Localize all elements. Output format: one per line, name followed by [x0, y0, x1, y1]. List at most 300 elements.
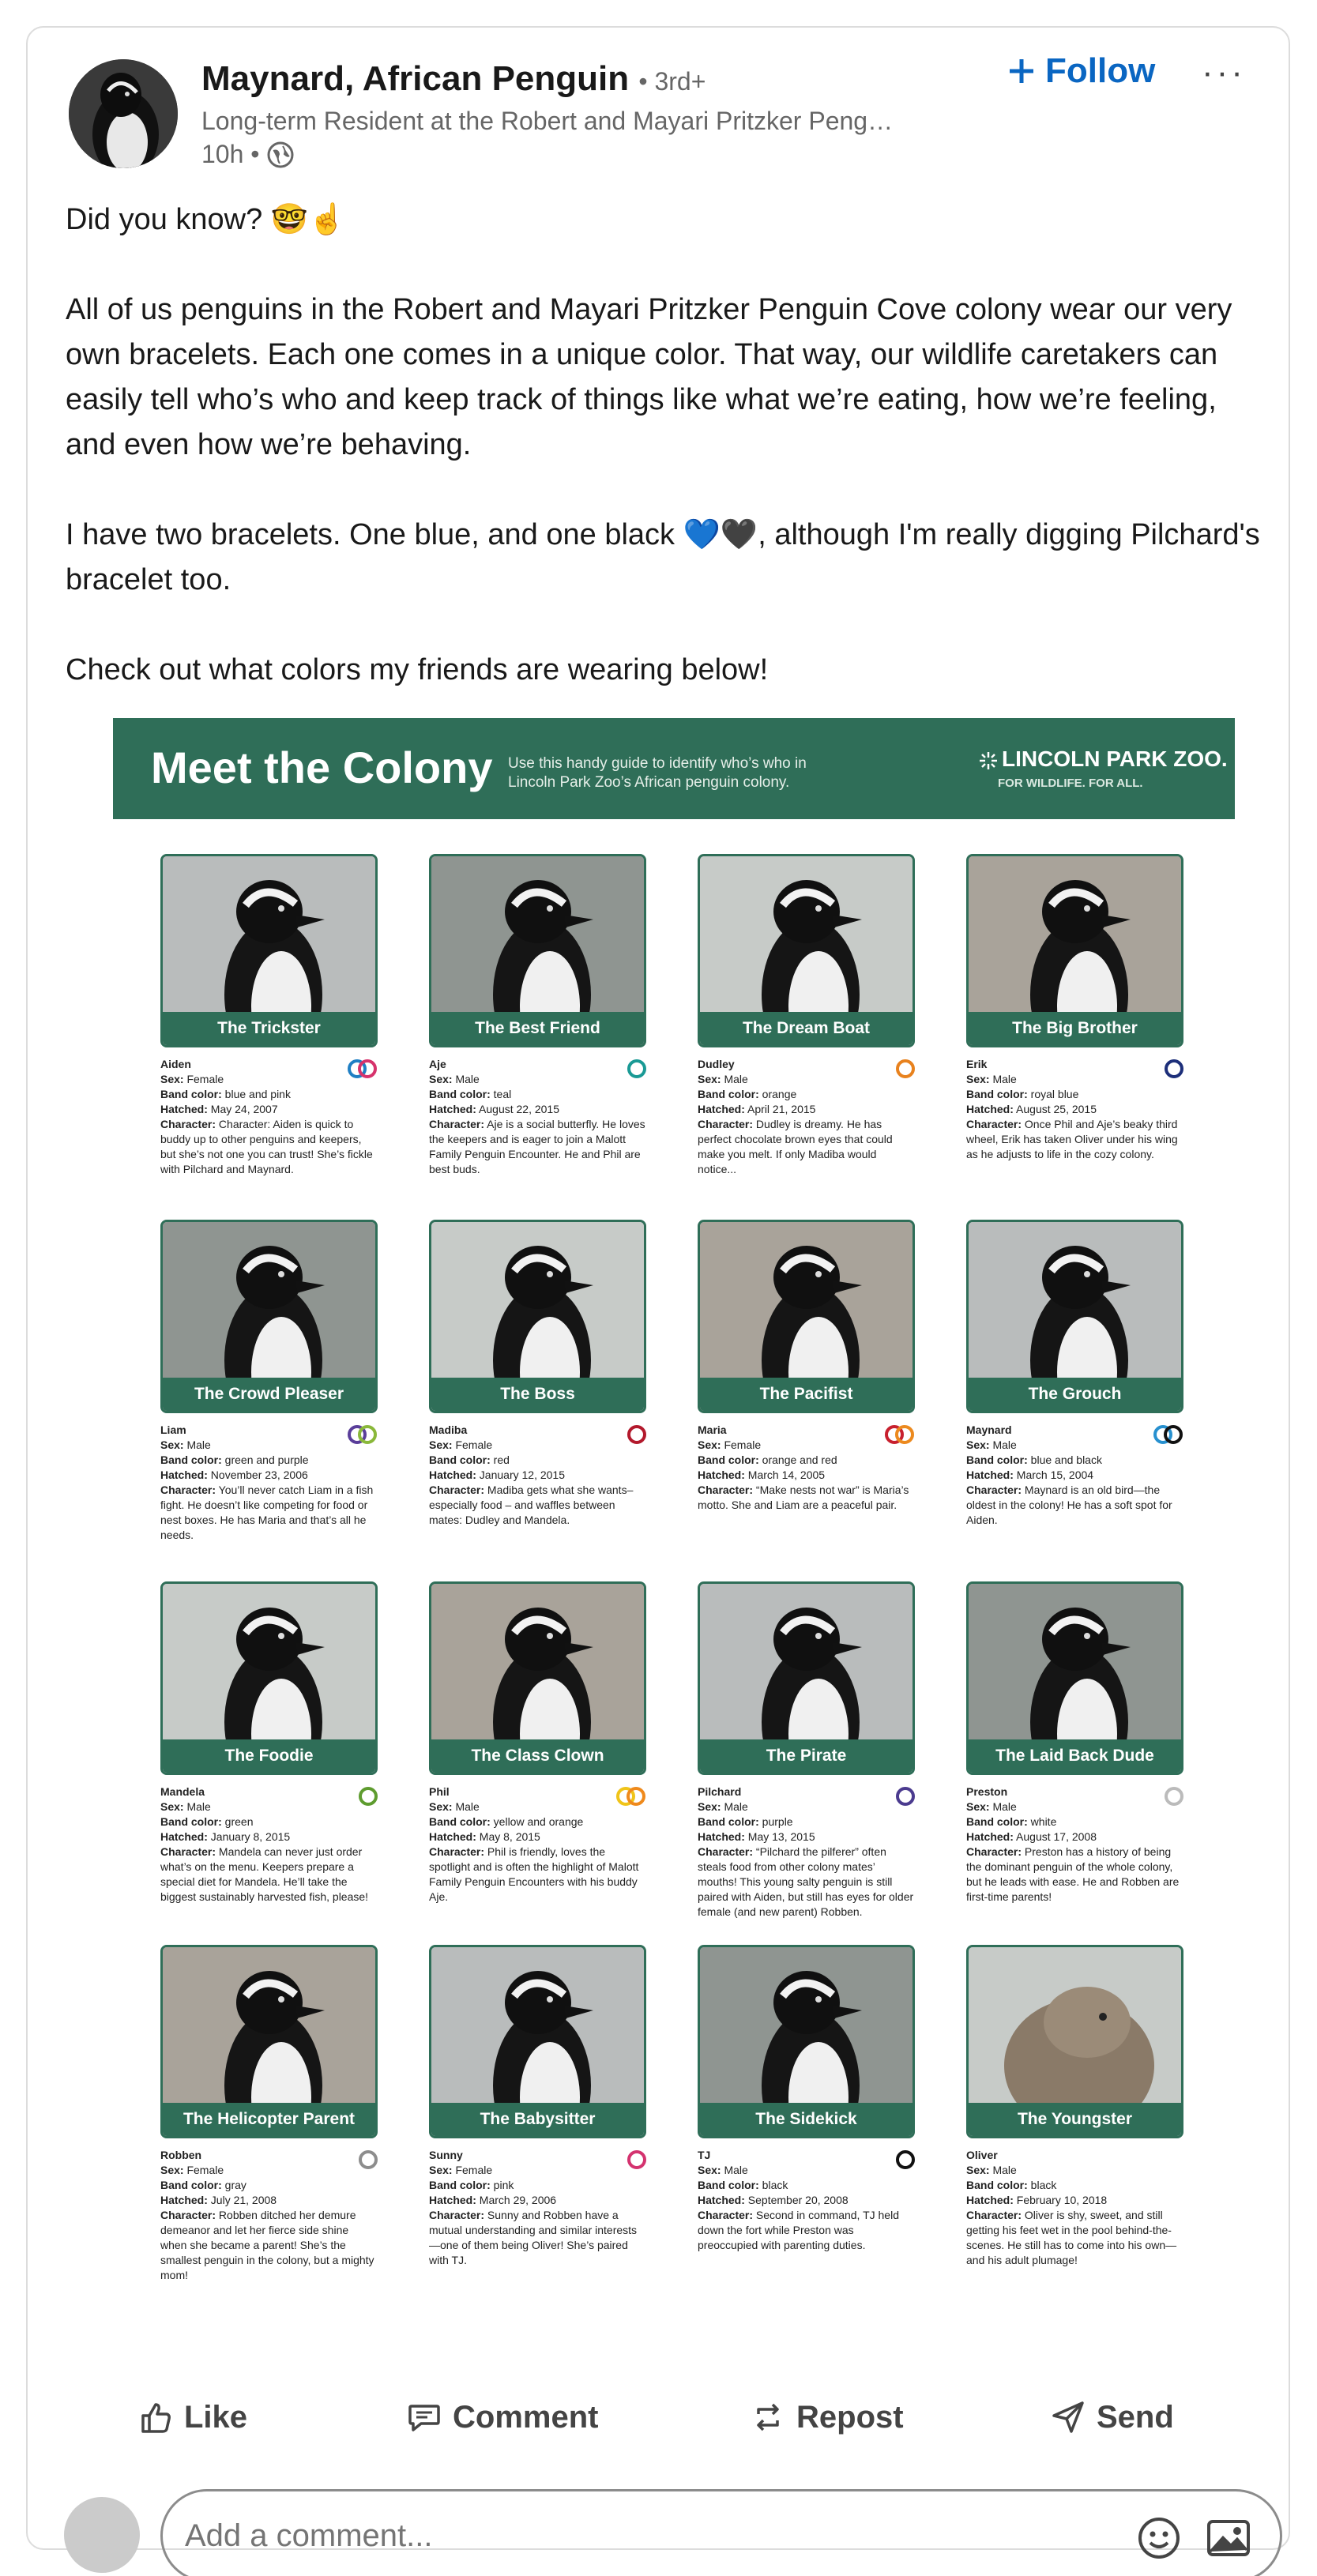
penguin-character-value: Dudley is dreamy. He has perfect chocolate brown eyes that could make you melt. If only Madiba would notice... [698, 1118, 893, 1175]
penguin-hatched-line [429, 1468, 646, 1483]
penguin-photo [698, 1581, 915, 1775]
penguin-info [966, 2148, 1183, 2268]
penguin-nickname: The Foodie [163, 1739, 375, 1773]
penguin-band-line [698, 2178, 915, 2193]
penguin-hatched-label: Hatched: [966, 1103, 1014, 1115]
penguin-band-value: green [224, 1815, 254, 1828]
penguin-hatched-line [160, 1830, 378, 1845]
comment-row [28, 2484, 1292, 2576]
penguin-hatched-line [160, 2193, 378, 2208]
comment-icon [407, 2400, 442, 2435]
repost-icon [751, 2400, 785, 2435]
author-avatar[interactable] [69, 59, 178, 168]
penguin-name: Phil [429, 1785, 450, 1798]
follow-button[interactable] [1007, 51, 1155, 91]
penguin-character-label: Character: [429, 2209, 485, 2221]
penguin-character-line [698, 1845, 915, 1920]
band-ring-icon [875, 1423, 915, 1446]
penguin-character-label: Character: [966, 1484, 1022, 1496]
band-ring-icon [338, 1057, 378, 1081]
penguin-sex-value: Male [186, 1438, 211, 1451]
penguin-character-line [429, 1845, 646, 1905]
action-bar [28, 2386, 1292, 2449]
penguin-hatched-value: March 29, 2006 [479, 2194, 557, 2206]
penguin-band-line [160, 1087, 378, 1102]
send-button[interactable] [1051, 2386, 1174, 2449]
penguin-card [160, 1220, 378, 1543]
penguin-info [160, 2148, 378, 2283]
penguin-name: TJ [698, 2149, 711, 2161]
penguin-band-label: Band color: [698, 1088, 759, 1100]
penguin-card [429, 1945, 646, 2268]
penguin-name: Aiden [160, 1058, 191, 1070]
band-ring-icon [338, 1423, 378, 1446]
penguin-sex-value: Male [992, 1800, 1017, 1813]
penguin-name: Liam [160, 1423, 186, 1436]
penguin-hatched-label: Hatched: [966, 2194, 1014, 2206]
penguin-sex-value: Male [724, 2164, 748, 2176]
post-paragraph: All of us penguins in the Robert and Mayari Pritzker Penguin Cove colony wear our very own bracelets. Each one comes in a unique color. That way, our wildlife caretakers can easily tell who’s who and keep track of things like what we’re eating, how we’re feeling, and even how we’re behaving. [66, 293, 1240, 461]
penguin-band-label: Band color: [160, 1088, 222, 1100]
post-image[interactable] [113, 718, 1235, 2306]
penguin-sex-label: Sex: [429, 1438, 453, 1451]
globe-icon [267, 141, 294, 168]
repost-label: Repost [796, 2399, 904, 2435]
penguin-sex-label: Sex: [966, 1438, 990, 1451]
penguin-character-value: Robben ditched her demure demeanor and let her fierce side shine when she became a parent! She’s the smallest penguin in the colony, but a mighty mom! [160, 2209, 374, 2281]
penguin-character-line [966, 1117, 1183, 1162]
penguin-band-line [698, 1814, 915, 1830]
penguin-band-value: pink [493, 2179, 514, 2191]
send-icon [1051, 2400, 1086, 2435]
penguin-hatched-label: Hatched: [160, 2194, 208, 2206]
penguin-band-label: Band color: [966, 1088, 1028, 1100]
penguin-photo [160, 1581, 378, 1775]
penguin-band-line [160, 1814, 378, 1830]
penguin-hatched-line [698, 2193, 915, 2208]
penguin-band-value: black [762, 2179, 788, 2191]
penguin-character-line [429, 2208, 646, 2268]
penguin-character-value: Preston has a history of being the dominant penguin of the whole colony, but he leads with ease. He and Robben are first-time parents! [966, 1845, 1180, 1903]
band-ring [360, 2152, 376, 2168]
penguin-character-line [698, 1483, 915, 1513]
penguin-hatched-value: November 23, 2006 [210, 1469, 308, 1481]
penguin-band-line [429, 1453, 646, 1468]
send-label: Send [1097, 2399, 1174, 2435]
post-time: 10h • [201, 140, 260, 168]
penguin-band-label: Band color: [429, 2179, 491, 2191]
zoo-logo-tagline: FOR WILDLIFE. FOR ALL. [998, 777, 1143, 790]
penguin-band-value: gray [224, 2179, 246, 2191]
penguin-sex-label: Sex: [966, 2164, 990, 2176]
post-text [66, 197, 1269, 693]
penguin-nickname: The Big Brother [969, 1012, 1181, 1045]
penguin-sex-label: Sex: [966, 1073, 990, 1085]
penguin-character-label: Character: [698, 1484, 754, 1496]
penguin-hatched-label: Hatched: [160, 1830, 208, 1843]
penguin-info [698, 1423, 915, 1513]
comment-label: Comment [453, 2399, 599, 2435]
penguin-name: Oliver [966, 2149, 998, 2161]
band-ring [359, 1427, 375, 1442]
penguin-character-label: Character: [429, 1845, 485, 1858]
penguin-photo [966, 854, 1183, 1047]
penguin-info [966, 1423, 1183, 1528]
penguin-sex-value: Male [455, 1073, 480, 1085]
penguin-card [429, 854, 646, 1177]
more-options-icon[interactable]: ··· [1202, 53, 1246, 92]
penguin-hatched-value: September 20, 2008 [747, 2194, 849, 2206]
penguin-name: Madiba [429, 1423, 468, 1436]
penguin-character-line [160, 1483, 378, 1543]
like-button[interactable] [138, 2386, 247, 2449]
penguin-hatched-line [429, 1102, 646, 1117]
penguin-band-value: green and purple [224, 1453, 309, 1466]
penguin-band-value: white [1030, 1815, 1057, 1828]
band-ring-icon [875, 1057, 915, 1081]
band-ring-icon [607, 1423, 646, 1446]
sun-logo-icon [978, 750, 999, 771]
zoo-logo [978, 746, 1228, 772]
band-ring [629, 1061, 645, 1077]
penguin-character-label: Character: [429, 1484, 485, 1496]
penguin-hatched-line [966, 1102, 1183, 1117]
penguin-hatched-label: Hatched: [966, 1830, 1014, 1843]
penguin-sex-value: Male [992, 1073, 1017, 1085]
penguin-band-line [698, 1453, 915, 1468]
penguin-info [160, 1784, 378, 1905]
plus-icon [1007, 57, 1036, 85]
author-name[interactable] [201, 59, 706, 99]
infographic-title: Meet the Colony [151, 743, 493, 792]
penguin-sex-label: Sex: [698, 2164, 721, 2176]
penguin-nickname: The Sidekick [700, 2103, 912, 2136]
penguin-nickname: The Pacifist [700, 1378, 912, 1411]
penguin-sex-value: Female [455, 2164, 493, 2176]
penguin-nickname: The Laid Back Dude [969, 1739, 1181, 1773]
penguin-band-line [160, 2178, 378, 2193]
penguin-sex-value: Male [724, 1800, 748, 1813]
penguin-card [160, 854, 378, 1177]
penguin-hatched-value: March 15, 2004 [1016, 1469, 1094, 1481]
penguin-photo [160, 854, 378, 1047]
penguin-info [429, 1423, 646, 1528]
band-ring [359, 1061, 375, 1077]
penguin-band-line [429, 2178, 646, 2193]
penguin-character-label: Character: [966, 1118, 1022, 1130]
penguin-character-value: Once Phil and Aje’s beaky third wheel, Erik has taken Oliver under his wing as he adjusts to life in the cozy colony. [966, 1118, 1178, 1160]
penguin-hatched-value: April 21, 2015 [747, 1103, 816, 1115]
penguin-photo [698, 1945, 915, 2138]
post-meta [201, 140, 294, 169]
band-ring-icon [607, 1057, 646, 1081]
author-name-text[interactable]: Maynard, African Penguin [201, 59, 630, 98]
penguin-name: Aje [429, 1058, 446, 1070]
penguin-band-value: orange [762, 1088, 797, 1100]
penguin-character-value: Sunny and Robben have a mutual understanding and similar interests—one of them being Oliver! She’s paired with TJ. [429, 2209, 638, 2266]
penguin-sex-value: Female [455, 1438, 493, 1451]
penguin-hatched-line [160, 1468, 378, 1483]
penguin-character-line [698, 2208, 915, 2253]
penguin-hatched-line [698, 1468, 915, 1483]
penguin-hatched-value: February 10, 2018 [1016, 2194, 1108, 2206]
band-ring-icon [607, 1784, 646, 1808]
band-ring-icon [1144, 1423, 1183, 1446]
penguin-nickname: The Pirate [700, 1739, 912, 1773]
thumbs-up-icon [138, 2400, 173, 2435]
penguin-sex-value: Male [992, 1438, 1017, 1451]
penguin-character-line [429, 1483, 646, 1528]
penguin-character-line [429, 1117, 646, 1177]
penguin-nickname: The Helicopter Parent [163, 2103, 375, 2136]
penguin-band-label: Band color: [698, 2179, 759, 2191]
penguin-photo [966, 1581, 1183, 1775]
penguin-band-label: Band color: [429, 1815, 491, 1828]
penguin-info [429, 1057, 646, 1177]
penguin-name: Mandela [160, 1785, 205, 1798]
penguin-character-line [966, 1845, 1183, 1905]
penguin-photo [160, 1945, 378, 2138]
penguin-band-value: yellow and orange [493, 1815, 584, 1828]
penguin-card [429, 1220, 646, 1528]
penguin-hatched-value: August 22, 2015 [479, 1103, 560, 1115]
post-paragraph: I have two bracelets. One blue, and one black 💙🖤, although I'm really digging Pilchard's bracelet too. [66, 518, 1269, 596]
penguin-hatched-value: August 17, 2008 [1016, 1830, 1097, 1843]
penguin-card [160, 1945, 378, 2283]
penguin-name: Sunny [429, 2149, 463, 2161]
band-ring [629, 1427, 645, 1442]
penguin-character-value: You’ll never catch Liam in a fish fight. He doesn’t like competing for food or nest boxes. He has Maria and that’s all he needs. [160, 1484, 374, 1541]
penguin-card [698, 1945, 915, 2253]
penguin-hatched-label: Hatched: [429, 1103, 476, 1115]
emoji-icon[interactable] [1135, 2514, 1183, 2563]
penguin-character-value: Madiba gets what she wants– especially food – and waffles between mates: Dudley and Mandela. [429, 1484, 634, 1526]
penguin-sex-label: Sex: [698, 1073, 721, 1085]
penguin-hatched-line [698, 1102, 915, 1117]
penguin-sex-label: Sex: [429, 1073, 453, 1085]
penguin-hatched-value: May 13, 2015 [747, 1830, 815, 1843]
penguin-character-line [160, 1845, 378, 1905]
penguin-character-value: Second in command, TJ held down the fort while Preston was preoccupied with parenting duties. [698, 2209, 899, 2251]
penguin-sex-label: Sex: [698, 1438, 721, 1451]
penguin-card [698, 854, 915, 1177]
penguin-name: Preston [966, 1785, 1008, 1798]
penguin-hatched-value: August 25, 2015 [1016, 1103, 1097, 1115]
band-ring [1166, 1788, 1182, 1804]
penguin-info [429, 2148, 646, 2268]
penguin-card [966, 1220, 1183, 1528]
band-ring-icon [338, 1784, 378, 1808]
penguin-hatched-line [160, 1102, 378, 1117]
penguin-character-label: Character: [698, 1845, 754, 1858]
penguin-nickname: The Best Friend [431, 1012, 644, 1045]
band-ring-icon [1144, 2148, 1183, 2172]
comment-input[interactable] [185, 2518, 975, 2554]
penguin-band-label: Band color: [160, 2179, 222, 2191]
zoo-logo-text: LINCOLN PARK ZOO. [1002, 746, 1228, 771]
penguin-card [698, 1220, 915, 1513]
penguin-band-line [160, 1453, 378, 1468]
penguin-hatched-value: July 21, 2008 [210, 2194, 277, 2206]
penguin-name: Erik [966, 1058, 988, 1070]
penguin-nickname: The Dream Boat [700, 1012, 912, 1045]
penguin-character-value: Phil is friendly, loves the spotlight and is often the highlight of Malott Family Penguin Encounters with his buddy Aje. [429, 1845, 639, 1903]
penguin-nickname: The Class Clown [431, 1739, 644, 1773]
penguin-character-line [966, 1483, 1183, 1528]
penguin-nickname: The Boss [431, 1378, 644, 1411]
image-icon[interactable] [1204, 2514, 1253, 2563]
penguin-character-label: Character: [966, 2209, 1022, 2221]
penguin-hatched-label: Hatched: [429, 2194, 476, 2206]
penguin-band-label: Band color: [698, 1815, 759, 1828]
penguin-band-value: teal [493, 1088, 512, 1100]
penguin-photo [160, 1220, 378, 1413]
band-ring-icon [875, 2148, 915, 2172]
penguin-card [966, 1945, 1183, 2268]
follow-label: Follow [1045, 51, 1156, 90]
penguin-sex-label: Sex: [966, 1800, 990, 1813]
connection-degree: • 3rd+ [638, 67, 706, 96]
penguin-nickname: The Babysitter [431, 2103, 644, 2136]
band-ring [629, 2152, 645, 2168]
penguin-photo [429, 854, 646, 1047]
band-ring [628, 1788, 644, 1804]
penguin-band-value: red [493, 1453, 510, 1466]
penguin-band-label: Band color: [160, 1815, 222, 1828]
penguin-sex-value: Male [186, 1800, 211, 1813]
penguin-character-line [966, 2208, 1183, 2268]
penguin-info [966, 1784, 1183, 1905]
penguin-character-value: “Pilchard the pilferer” often steals food from other colony mates’ mouths! This young salty penguin is still paired with Aiden, but still has eyes for older female (and new parent) Robben. [698, 1845, 914, 1918]
infographic-header [113, 718, 1235, 819]
penguin-info [698, 1057, 915, 1177]
repost-button[interactable] [751, 2386, 904, 2449]
penguin-hatched-label: Hatched: [160, 1103, 208, 1115]
penguin-hatched-line [966, 1468, 1183, 1483]
penguin-info [698, 1784, 915, 1920]
penguin-info [160, 1057, 378, 1177]
penguin-band-value: orange and red [762, 1453, 837, 1466]
comment-box[interactable] [160, 2489, 1282, 2576]
penguin-band-line [429, 1814, 646, 1830]
band-ring [360, 1788, 376, 1804]
band-ring-icon [1144, 1784, 1183, 1808]
penguin-character-label: Character: [966, 1845, 1022, 1858]
penguin-hatched-label: Hatched: [698, 1469, 745, 1481]
penguin-band-label: Band color: [429, 1088, 491, 1100]
penguin-hatched-value: January 8, 2015 [210, 1830, 291, 1843]
penguin-character-value: “Make nests not war” is Maria’s motto. She and Liam are a peaceful pair. [698, 1484, 909, 1511]
band-ring-icon [338, 2148, 378, 2172]
viewer-avatar[interactable] [64, 2497, 140, 2573]
penguin-name: Maria [698, 1423, 727, 1436]
penguin-character-label: Character: [160, 1118, 216, 1130]
penguin-hatched-line [429, 2193, 646, 2208]
penguin-hatched-label: Hatched: [160, 1469, 208, 1481]
penguin-hatched-line [429, 1830, 646, 1845]
penguin-sex-value: Female [724, 1438, 762, 1451]
penguin-character-label: Character: [429, 1118, 485, 1130]
penguin-name: Dudley [698, 1058, 735, 1070]
penguin-band-line [698, 1087, 915, 1102]
post-card [26, 26, 1290, 2550]
penguin-card [966, 1581, 1183, 1905]
penguin-name: Maynard [966, 1423, 1012, 1436]
penguin-sex-label: Sex: [160, 1073, 184, 1085]
penguin-character-value: Mandela can never just order what’s on the menu. Keepers prepare a special diet for Mandela. He’ll take the biggest sustainably harvested fish, please! [160, 1845, 369, 1903]
penguin-nickname: The Crowd Pleaser [163, 1378, 375, 1411]
penguin-sex-label: Sex: [160, 2164, 184, 2176]
penguin-sex-label: Sex: [160, 1438, 184, 1451]
penguin-hatched-value: March 14, 2005 [747, 1469, 826, 1481]
penguin-card [160, 1581, 378, 1905]
penguin-hatched-label: Hatched: [698, 2194, 745, 2206]
penguin-card [429, 1581, 646, 1905]
penguin-hatched-label: Hatched: [698, 1830, 745, 1843]
band-ring-icon [875, 1784, 915, 1808]
penguin-photo [429, 1945, 646, 2138]
penguin-hatched-value: May 8, 2015 [479, 1830, 540, 1843]
penguin-sex-label: Sex: [429, 2164, 453, 2176]
penguin-name: Pilchard [698, 1785, 742, 1798]
band-ring [1165, 1427, 1181, 1442]
band-ring-icon [607, 2148, 646, 2172]
author-headline: Long-term Resident at the Robert and Mayari Pritzker Peng… [201, 107, 894, 135]
penguin-hatched-value: May 24, 2007 [210, 1103, 278, 1115]
band-ring [897, 1427, 912, 1442]
penguin-character-line [160, 1117, 378, 1177]
penguin-nickname: The Youngster [969, 2103, 1181, 2136]
penguin-photo [698, 1220, 915, 1413]
penguin-character-line [160, 2208, 378, 2283]
penguin-photo [429, 1581, 646, 1775]
penguin-info [698, 2148, 915, 2253]
penguin-band-line [966, 1453, 1183, 1468]
penguin-band-line [966, 1814, 1183, 1830]
penguin-sex-value: Male [724, 1073, 748, 1085]
penguin-hatched-line [966, 2193, 1183, 2208]
penguin-character-line [698, 1117, 915, 1177]
penguin-sex-label: Sex: [429, 1800, 453, 1813]
penguin-nickname: The Trickster [163, 1012, 375, 1045]
penguin-character-value: Aje is a social butterfly. He loves the keepers and is eager to join a Malott Family Penguin Encounter. He and Phil are best buds. [429, 1118, 645, 1175]
penguin-band-label: Band color: [966, 1815, 1028, 1828]
penguin-nickname: The Grouch [969, 1378, 1181, 1411]
band-ring-icon [1144, 1057, 1183, 1081]
post-paragraph: Check out what colors my friends are wearing below! [66, 653, 769, 686]
penguin-hatched-label: Hatched: [429, 1469, 476, 1481]
penguin-band-line [429, 1087, 646, 1102]
penguin-band-label: Band color: [698, 1453, 759, 1466]
band-ring [1166, 1061, 1182, 1077]
penguin-sex-value: Female [186, 1073, 224, 1085]
infographic-subtitle: Use this handy guide to identify who’s who in Lincoln Park Zoo’s African penguin colony. [508, 755, 807, 791]
penguin-info [429, 1784, 646, 1905]
penguin-band-value: black [1030, 2179, 1057, 2191]
penguin-character-label: Character: [160, 1845, 216, 1858]
penguin-character-label: Character: [698, 2209, 754, 2221]
penguin-sex-value: Male [992, 2164, 1017, 2176]
band-ring [897, 1788, 913, 1804]
penguin-band-value: blue and pink [224, 1088, 291, 1100]
penguin-photo [429, 1220, 646, 1413]
post-paragraph: Did you know? 🤓☝️ [66, 203, 346, 236]
comment-button[interactable] [407, 2386, 598, 2449]
penguin-hatched-label: Hatched: [429, 1830, 476, 1843]
penguin-band-label: Band color: [160, 1453, 222, 1466]
penguin-band-line [966, 2178, 1183, 2193]
penguin-character-value: Maynard is an old bird—the oldest in the colony! He has a soft spot for Aiden. [966, 1484, 1172, 1526]
